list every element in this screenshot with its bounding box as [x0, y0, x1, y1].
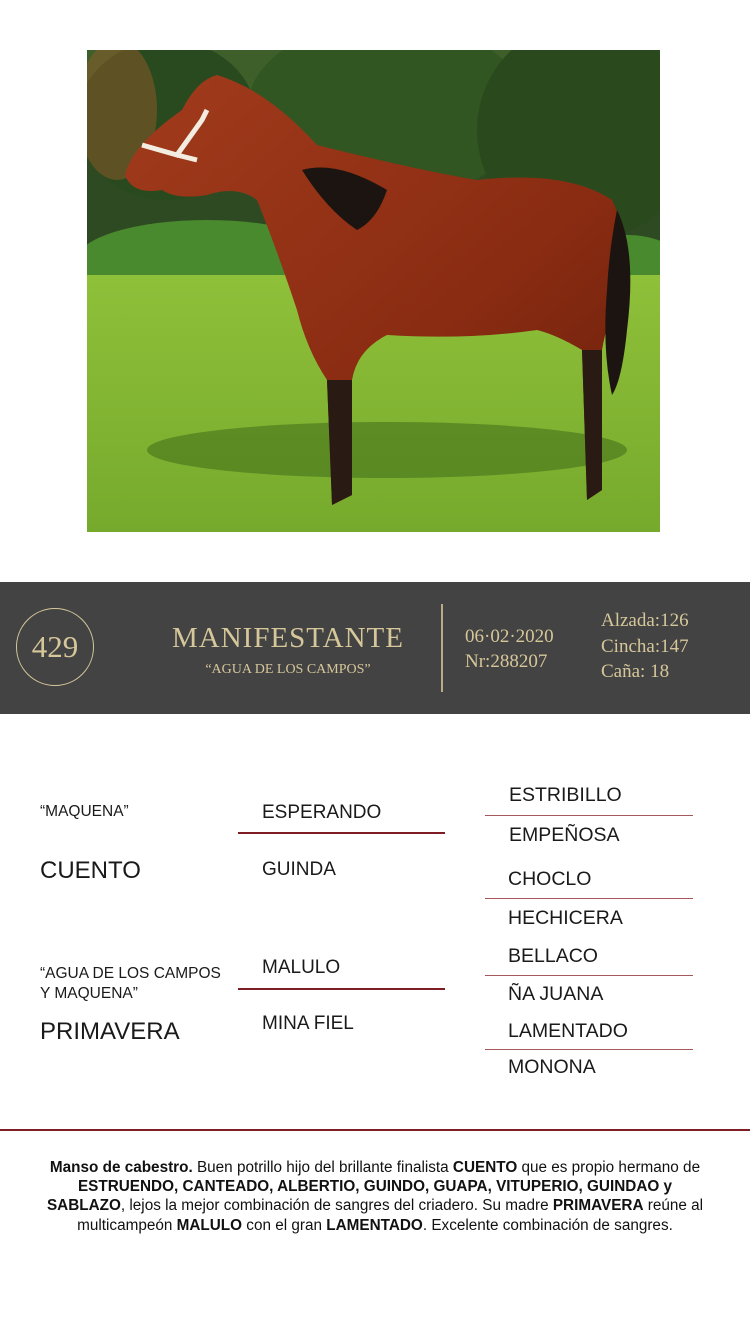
registry-number: Nr:288207 [465, 651, 548, 672]
gen3-item: ÑA JUANA [508, 983, 604, 1005]
lot-number-badge: 429 [16, 608, 94, 686]
sire-dam: GUINDA [262, 859, 336, 880]
gen3-item: MONONA [508, 1056, 596, 1078]
alzada: Alzada:126 [601, 610, 689, 631]
breeder-name: “AGUA DE LOS CAMPOS” [205, 662, 371, 677]
lot-info-band [0, 582, 750, 714]
dam-breeder-line2: Y MAQUENA” [40, 985, 138, 1002]
birth-date: 06·02·2020 [465, 626, 554, 647]
sire-breeder: “MAQUENA” [40, 803, 129, 820]
horse-name: MANIFESTANTE [171, 622, 404, 654]
gen3-line [485, 898, 693, 899]
desc-text: reúne al multicampeón [77, 1197, 704, 1234]
measurements [601, 608, 689, 685]
band-divider [441, 604, 443, 692]
gen3-item: EMPEÑOSA [509, 824, 620, 846]
desc-bold: LAMENTADO [326, 1216, 423, 1234]
gen3-line [485, 1049, 693, 1050]
cincha: Cincha:147 [601, 635, 689, 657]
gen3-item: CHOCLO [508, 868, 592, 890]
desc-bold: MALULO [176, 1216, 243, 1234]
gen3-item: BELLACO [508, 945, 598, 967]
dam-name: PRIMAVERA [40, 1018, 180, 1045]
sire-line [238, 832, 445, 834]
desc-text: Buen potrillo hijo del brillante finalista [192, 1159, 453, 1176]
sire-name: CUENTO [40, 857, 141, 884]
cana: Caña: 18 [601, 661, 670, 682]
desc-bold: Manso de cabestro. [49, 1159, 193, 1176]
desc-text: , lejos la mejor combinación de sangres del criadero. Su madre [120, 1197, 553, 1215]
description [40, 1158, 710, 1235]
gen3-item: LAMENTADO [508, 1020, 628, 1042]
desc-bold: ESTRUENDO, CANTEADO, ALBERTIO, GUINDO, GUAPA, VITUPERIO, GUINDAO y SABLAZO [46, 1178, 673, 1215]
birth-registry [465, 624, 554, 674]
desc-text: con el gran [242, 1216, 327, 1234]
dam-breeder-line1: “AGUA DE LOS CAMPOS [40, 965, 221, 982]
dam-sire: MALULO [262, 957, 341, 978]
horse-photo [87, 50, 660, 532]
desc-bold: PRIMAVERA [552, 1197, 644, 1215]
desc-bold: CUENTO [452, 1159, 518, 1176]
section-divider [0, 1129, 750, 1131]
gen3-line [485, 975, 693, 976]
gen3-item: ESTRIBILLO [509, 784, 622, 806]
sire-sire: ESPERANDO [262, 802, 382, 823]
horse-image [87, 50, 660, 532]
gen3-line [485, 815, 693, 816]
gen3-item: HECHICERA [508, 907, 623, 929]
dam-line [238, 988, 445, 990]
desc-text: que es propio hermano de [517, 1159, 701, 1176]
desc-text: . Excelente combinación de sangres. [422, 1216, 673, 1234]
dam-dam: MINA FIEL [262, 1013, 354, 1034]
